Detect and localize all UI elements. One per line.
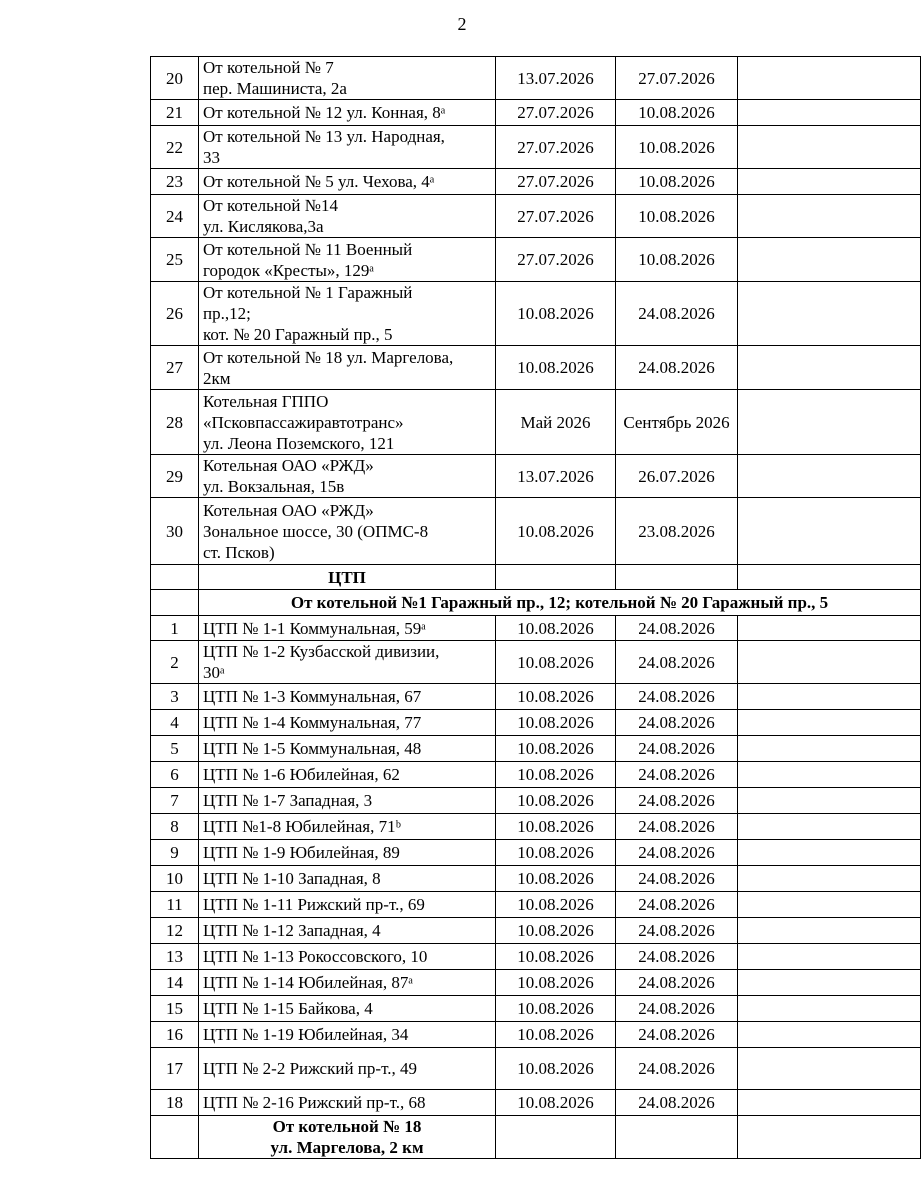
empty-cell <box>496 1116 616 1159</box>
row-number: 25 <box>151 238 199 282</box>
table-row <box>151 100 921 126</box>
notes-cell <box>738 892 921 918</box>
table-row <box>151 126 921 169</box>
object-name-line: Котельная ОАО «РЖД» <box>203 456 374 475</box>
notes-cell <box>738 100 921 126</box>
object-name <box>199 892 496 918</box>
start-date: 10.08.2026 <box>496 641 616 684</box>
object-name-line: 2км <box>203 368 231 388</box>
end-date: 24.08.2026 <box>616 970 738 996</box>
notes-cell <box>738 736 921 762</box>
start-date: 13.07.2026 <box>496 57 616 100</box>
row-number: 7 <box>151 788 199 814</box>
row-number: 16 <box>151 1022 199 1048</box>
object-name <box>199 1090 496 1116</box>
object-name <box>199 100 496 126</box>
end-date: 24.08.2026 <box>616 840 738 866</box>
object-name <box>199 996 496 1022</box>
object-name <box>199 762 496 788</box>
section-empty-cell <box>496 565 616 590</box>
notes-cell <box>738 498 921 565</box>
object-name <box>199 390 496 455</box>
start-date: 10.08.2026 <box>496 788 616 814</box>
object-name <box>199 346 496 390</box>
end-date: 24.08.2026 <box>616 814 738 840</box>
object-name <box>199 126 496 169</box>
object-name <box>199 736 496 762</box>
object-name-line: ЦТП № 1-12 Западная, 4 <box>203 921 381 940</box>
table-row <box>151 892 921 918</box>
end-date: 24.08.2026 <box>616 762 738 788</box>
notes-cell <box>738 970 921 996</box>
page-number: 2 <box>457 14 467 34</box>
object-name-line: «Псковпассажиравтотранс» <box>203 412 404 432</box>
end-date: 24.08.2026 <box>616 996 738 1022</box>
notes-cell <box>738 944 921 970</box>
subsection-2-group <box>151 1116 921 1159</box>
start-date: 10.08.2026 <box>496 710 616 736</box>
object-name-line: ЦТП № 1-10 Западная, 8 <box>203 869 381 888</box>
subsection-num-cell <box>151 590 199 616</box>
object-name <box>199 195 496 238</box>
row-number: 12 <box>151 918 199 944</box>
notes-cell <box>738 1048 921 1090</box>
object-name-line: 30ᵃ <box>203 663 225 682</box>
start-date: 10.08.2026 <box>496 684 616 710</box>
row-number: 8 <box>151 814 199 840</box>
notes-cell <box>738 282 921 346</box>
start-date: 10.08.2026 <box>496 840 616 866</box>
row-number: 23 <box>151 169 199 195</box>
end-date: 24.08.2026 <box>616 641 738 684</box>
end-date: 24.08.2026 <box>616 918 738 944</box>
object-name-line: ул. Кислякова,3а <box>203 217 324 236</box>
object-name-line: пр.,12; <box>203 304 251 323</box>
end-date: 24.08.2026 <box>616 866 738 892</box>
notes-cell <box>738 390 921 455</box>
object-name <box>199 1048 496 1090</box>
object-name-line: ЦТП № 1-6 Юбилейная, 62 <box>203 765 400 784</box>
end-date: 24.08.2026 <box>616 788 738 814</box>
subsection-title-boiler-1-20: От котельной №1 Гаражный пр., 12; котельной № 20 Гаражный пр., 5 <box>199 590 921 616</box>
subsection-line: ул. Маргелова, 2 км <box>270 1138 424 1157</box>
notes-cell <box>738 1090 921 1116</box>
row-number: 6 <box>151 762 199 788</box>
row-number: 13 <box>151 944 199 970</box>
end-date: 10.08.2026 <box>616 169 738 195</box>
object-name <box>199 840 496 866</box>
object-name <box>199 455 496 498</box>
table-row <box>151 195 921 238</box>
ctp-section <box>151 565 921 616</box>
object-name-line: ЦТП № 1-4 Коммунальная, 77 <box>203 713 422 732</box>
row-number: 2 <box>151 641 199 684</box>
end-date: 24.08.2026 <box>616 1090 738 1116</box>
table-row <box>151 684 921 710</box>
table-row <box>151 282 921 346</box>
object-name-line: ЦТП № 1-11 Рижский пр-т., 69 <box>203 895 425 914</box>
start-date: 10.08.2026 <box>496 762 616 788</box>
row-number: 21 <box>151 100 199 126</box>
notes-cell <box>738 814 921 840</box>
start-date: 10.08.2026 <box>496 944 616 970</box>
row-number: 30 <box>151 498 199 565</box>
end-date: 24.08.2026 <box>616 346 738 390</box>
row-number: 20 <box>151 57 199 100</box>
object-name-line: ЦТП № 1-2 Кузбасской дивизии, <box>203 642 440 661</box>
object-name-line: От котельной № 7 <box>203 58 334 77</box>
table-row <box>151 498 921 565</box>
subsection-num-cell <box>151 1116 199 1159</box>
row-number: 26 <box>151 282 199 346</box>
subsection-row <box>151 590 921 616</box>
notes-cell <box>738 762 921 788</box>
end-date: 10.08.2026 <box>616 126 738 169</box>
end-date: 24.08.2026 <box>616 1022 738 1048</box>
object-name <box>199 710 496 736</box>
row-number: 15 <box>151 996 199 1022</box>
start-date: 10.08.2026 <box>496 1048 616 1090</box>
object-name-line: ЦТП № 1-3 Коммунальная, 67 <box>203 687 422 706</box>
table-row <box>151 238 921 282</box>
start-date: 10.08.2026 <box>496 1090 616 1116</box>
end-date: 26.07.2026 <box>616 455 738 498</box>
notes-cell <box>738 238 921 282</box>
object-name-line: ЦТП №1-8 Юбилейная, 71ᵇ <box>203 817 401 836</box>
object-name-line: От котельной № 1 Гаражный <box>203 283 413 302</box>
end-date: Сентябрь 2026 <box>616 390 738 455</box>
row-number: 5 <box>151 736 199 762</box>
object-name <box>199 641 496 684</box>
table-row <box>151 1090 921 1116</box>
start-date: 10.08.2026 <box>496 866 616 892</box>
row-number: 11 <box>151 892 199 918</box>
end-date: 23.08.2026 <box>616 498 738 565</box>
table-row <box>151 970 921 996</box>
notes-cell <box>738 57 921 100</box>
row-number: 4 <box>151 710 199 736</box>
object-name <box>199 788 496 814</box>
notes-cell <box>738 866 921 892</box>
row-number: 10 <box>151 866 199 892</box>
start-date: 10.08.2026 <box>496 346 616 390</box>
table-row <box>151 57 921 100</box>
object-name-line: ЦТП № 1-15 Байкова, 4 <box>203 999 373 1018</box>
object-name-line: ЦТП № 1-5 Коммунальная, 48 <box>203 739 422 758</box>
boiler-rows <box>151 57 921 565</box>
row-number: 3 <box>151 684 199 710</box>
empty-cell <box>616 1116 738 1159</box>
object-name-line: Котельная ГППО <box>203 391 329 411</box>
object-name-line: ул. Вокзальная, 15в <box>203 477 345 496</box>
start-date: 10.08.2026 <box>496 498 616 565</box>
notes-cell <box>738 684 921 710</box>
notes-cell <box>738 918 921 944</box>
object-name <box>199 498 496 565</box>
object-name-line: ЦТП № 1-9 Юбилейная, 89 <box>203 843 400 862</box>
end-date: 24.08.2026 <box>616 736 738 762</box>
table-row <box>151 346 921 390</box>
end-date: 24.08.2026 <box>616 892 738 918</box>
object-name-line: От котельной № 5 ул. Чехова, 4ᵃ <box>203 172 435 191</box>
section-row <box>151 565 921 590</box>
table-row <box>151 169 921 195</box>
end-date: 24.08.2026 <box>616 282 738 346</box>
object-name-line: От котельной № 18 ул. Маргелова, <box>203 347 454 367</box>
object-name-line: Зональное шоссе, 30 (ОПМС-8 <box>203 521 429 541</box>
start-date: 10.08.2026 <box>496 996 616 1022</box>
start-date: 27.07.2026 <box>496 169 616 195</box>
start-date: 10.08.2026 <box>496 918 616 944</box>
start-date: 10.08.2026 <box>496 736 616 762</box>
row-number: 9 <box>151 840 199 866</box>
end-date: 27.07.2026 <box>616 57 738 100</box>
table-row <box>151 616 921 641</box>
start-date: 10.08.2026 <box>496 1022 616 1048</box>
start-date: 27.07.2026 <box>496 126 616 169</box>
object-name-line: От котельной № 11 Военный <box>203 239 413 259</box>
heating-shutdown-schedule-table <box>150 56 921 1159</box>
object-name-line: ЦТП № 1-14 Юбилейная, 87ᵃ <box>203 973 414 992</box>
ctp-rows <box>151 616 921 1116</box>
table-row <box>151 814 921 840</box>
row-number: 1 <box>151 616 199 641</box>
object-name-line: кот. № 20 Гаражный пр., 5 <box>203 325 393 344</box>
object-name-line: От котельной № 13 ул. Народная, <box>203 127 445 146</box>
notes-cell <box>738 840 921 866</box>
table-row <box>151 736 921 762</box>
object-name <box>199 57 496 100</box>
object-name-line: ЦТП № 1-7 Западная, 3 <box>203 791 373 810</box>
object-name-line: ЦТП № 2-16 Рижский пр-т., 68 <box>203 1093 426 1112</box>
section-empty-cell <box>738 565 921 590</box>
object-name-line: Котельная ОАО «РЖД» <box>203 500 374 520</box>
start-date: 27.07.2026 <box>496 195 616 238</box>
notes-cell <box>738 126 921 169</box>
notes-cell <box>738 455 921 498</box>
end-date: 10.08.2026 <box>616 100 738 126</box>
object-name <box>199 169 496 195</box>
object-name <box>199 282 496 346</box>
object-name <box>199 970 496 996</box>
table-row <box>151 788 921 814</box>
object-name <box>199 616 496 641</box>
table-row <box>151 840 921 866</box>
row-number: 22 <box>151 126 199 169</box>
object-name-line: От котельной №14 <box>203 196 339 215</box>
row-number: 27 <box>151 346 199 390</box>
section-title-ctp: ЦТП <box>199 565 496 590</box>
notes-cell <box>738 710 921 736</box>
start-date: 27.07.2026 <box>496 100 616 126</box>
table-row <box>151 918 921 944</box>
notes-cell <box>738 996 921 1022</box>
row-number: 24 <box>151 195 199 238</box>
object-name <box>199 918 496 944</box>
table-row <box>151 455 921 498</box>
row-number: 28 <box>151 390 199 455</box>
end-date: 10.08.2026 <box>616 238 738 282</box>
object-name <box>199 866 496 892</box>
object-name <box>199 1022 496 1048</box>
table-row <box>151 1048 921 1090</box>
object-name-line: ЦТП № 1-13 Рокоссовского, 10 <box>203 947 428 966</box>
object-name <box>199 814 496 840</box>
table-row <box>151 1022 921 1048</box>
start-date: 10.08.2026 <box>496 616 616 641</box>
subsection-line: От котельной № 18 <box>272 1117 422 1136</box>
object-name-line: ЦТП № 2-2 Рижский пр-т., 49 <box>203 1059 417 1078</box>
notes-cell <box>738 616 921 641</box>
table-row <box>151 390 921 455</box>
empty-cell <box>738 1116 921 1159</box>
table-row <box>151 996 921 1022</box>
object-name-line: ул. Леона Поземского, 121 <box>203 433 395 453</box>
object-name <box>199 238 496 282</box>
object-name-line: ЦТП № 1-19 Юбилейная, 34 <box>203 1025 409 1044</box>
start-date: 27.07.2026 <box>496 238 616 282</box>
section-empty-cell <box>616 565 738 590</box>
section-num-cell <box>151 565 199 590</box>
end-date: 24.08.2026 <box>616 710 738 736</box>
start-date: 10.08.2026 <box>496 970 616 996</box>
object-name <box>199 944 496 970</box>
end-date: 24.08.2026 <box>616 944 738 970</box>
notes-cell <box>738 169 921 195</box>
object-name-line: ст. Псков) <box>203 542 275 562</box>
notes-cell <box>738 1022 921 1048</box>
start-date: 10.08.2026 <box>496 814 616 840</box>
row-number: 14 <box>151 970 199 996</box>
notes-cell <box>738 195 921 238</box>
start-date: 10.08.2026 <box>496 892 616 918</box>
table-row <box>151 641 921 684</box>
object-name <box>199 684 496 710</box>
start-date: 10.08.2026 <box>496 282 616 346</box>
table-row <box>151 762 921 788</box>
object-name-line: От котельной № 12 ул. Конная, 8ᵃ <box>203 103 446 122</box>
notes-cell <box>738 788 921 814</box>
table-row <box>151 944 921 970</box>
object-name-line: городок «Кресты», 129ᵃ <box>203 260 375 280</box>
subsection-row-2 <box>151 1116 921 1159</box>
start-date: 13.07.2026 <box>496 455 616 498</box>
subsection-title-boiler-18 <box>199 1116 496 1159</box>
start-date: Май 2026 <box>496 390 616 455</box>
notes-cell <box>738 346 921 390</box>
object-name-line: пер. Машиниста, 2а <box>203 79 347 98</box>
row-number: 18 <box>151 1090 199 1116</box>
end-date: 10.08.2026 <box>616 195 738 238</box>
end-date: 24.08.2026 <box>616 684 738 710</box>
row-number: 29 <box>151 455 199 498</box>
end-date: 24.08.2026 <box>616 1048 738 1090</box>
end-date: 24.08.2026 <box>616 616 738 641</box>
table-row <box>151 866 921 892</box>
table-row <box>151 710 921 736</box>
row-number: 17 <box>151 1048 199 1090</box>
object-name-line: 33 <box>203 148 220 167</box>
notes-cell <box>738 641 921 684</box>
object-name-line: ЦТП № 1-1 Коммунальная, 59ᵃ <box>203 618 426 638</box>
